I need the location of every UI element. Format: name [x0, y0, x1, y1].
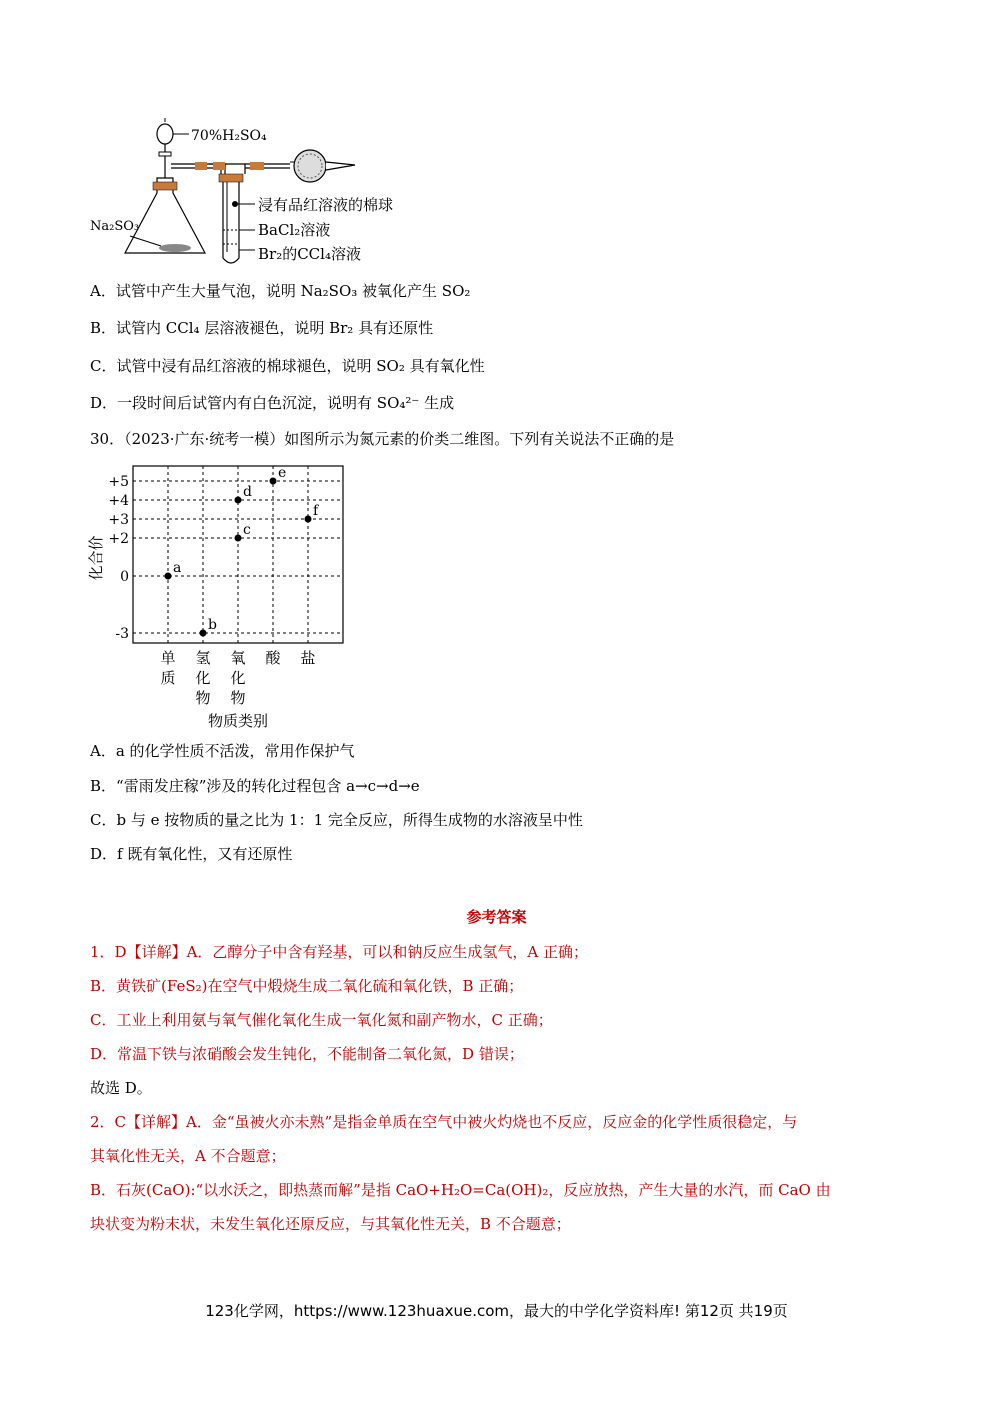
answer-line: C．工业上利用氨与氧气催化氧化生成一氧化氮和副产物水，C 正确；: [90, 1011, 553, 1029]
x-tick-label: 盐: [300, 649, 316, 667]
x-tick-label: 质: [160, 669, 176, 687]
data-point: [200, 630, 207, 637]
answer-line: D．常温下铁与浓硝酸会发生钝化，不能制备二氧化氮，D 错误；: [90, 1045, 524, 1063]
br2-label: Br₂的CCl₄溶液: [258, 245, 361, 263]
answer-line: 其氧化性无关，A 不合题意；: [90, 1147, 286, 1165]
x-tick-label: 物: [230, 689, 246, 707]
x-tick-label: 氢: [195, 649, 211, 667]
cotton-label: 浸有品红溶液的棉球: [258, 196, 394, 214]
q29-option-d: D．一段时间后试管内有白色沉淀，说明有 SO₄²⁻ 生成: [90, 394, 455, 412]
data-point: [235, 535, 242, 542]
x-tick-label: 酸: [265, 649, 281, 667]
answer-line: 块状变为粉末状，未发生氧化还原反应，与其氧化性无关，B 不合题意；: [90, 1215, 571, 1233]
x-tick-label: 化: [230, 669, 246, 687]
q30-option-b: B．“雷雨发庄稼”涉及的转化过程包含 a→c→d→e: [90, 777, 420, 795]
salt-label: Na₂SO₃: [90, 219, 140, 234]
q29-option-a: A．试管中产生大量气泡，说明 Na₂SO₃ 被氧化产生 SO₂: [90, 282, 471, 300]
data-point-label: b: [208, 617, 217, 633]
acid-label: 70%H₂SO₄: [191, 128, 267, 144]
data-point: [165, 573, 172, 580]
data-point-label: f: [313, 503, 319, 519]
q29-option-c: C．试管中浸有品红溶液的棉球褪色，说明 SO₂ 具有氧化性: [90, 357, 485, 375]
page-footer: 123化学网，https://www.123huaxue.com，最大的中学化学资料库! 第12页 共19页: [205, 1302, 788, 1320]
answer-line: 1．D【详解】A．乙醇分子中含有羟基，可以和钠反应生成氢气，A 正确；: [90, 943, 589, 961]
apparatus-diagram: [85, 118, 435, 268]
answer-line: 2．C【详解】A．金“虽被火亦未熟”是指金单质在空气中被火灼烧也不反应，反应金的化学性质很稳定，与: [90, 1113, 798, 1131]
y-tick-label: +5: [108, 474, 129, 490]
data-point-label: a: [173, 560, 182, 576]
bacl2-label: BaCl₂溶液: [258, 221, 331, 239]
answer-line: B．黄铁矿(FeS₂)在空气中煅烧生成二氧化硫和氧化铁，B 正确；: [90, 977, 524, 995]
q30-option-a: A．a 的化学性质不活泼，常用作保护气: [90, 742, 355, 760]
x-tick-label: 氧: [230, 649, 246, 667]
valence-class-chart: [85, 458, 375, 738]
x-tick-label: 物: [195, 689, 211, 707]
data-point-label: e: [278, 465, 287, 481]
y-tick-label: 0: [120, 569, 129, 585]
y-tick-label: +4: [108, 493, 129, 509]
x-tick-label: 化: [195, 669, 211, 687]
data-point-label: c: [243, 522, 251, 538]
data-point-label: d: [243, 484, 252, 500]
x-tick-label: 单: [160, 649, 176, 667]
data-point: [270, 478, 277, 485]
x-axis-label: 物质类别: [207, 712, 269, 730]
answers-title: 参考答案: [466, 908, 527, 926]
q30-stem: 30．（2023·广东·统考一模）如图所示为氮元素的价类二维图。下列有关说法不正确的是: [90, 430, 675, 448]
q30-option-c: C．b 与 e 按物质的量之比为 1：1 完全反应，所得生成物的水溶液呈中性: [90, 811, 583, 829]
q29-option-b: B．试管内 CCl₄ 层溶液褪色，说明 Br₂ 具有还原性: [90, 319, 434, 337]
y-axis-label: 化合价: [87, 535, 105, 581]
q30-option-d: D．f 既有氧化性，又有还原性: [90, 845, 293, 863]
answer-line: B．石灰(CaO):“以水沃之，即热蒸而解”是指 CaO+H₂O=Ca(OH)₂，反应放热，产生大量的水汽，而 CaO 由: [90, 1181, 831, 1199]
y-tick-label: +2: [108, 531, 129, 547]
data-point: [305, 516, 312, 523]
y-tick-label: -3: [115, 626, 129, 642]
y-tick-label: +3: [108, 512, 129, 528]
answer-line: 故选 D。: [90, 1079, 152, 1097]
data-point: [235, 497, 242, 504]
